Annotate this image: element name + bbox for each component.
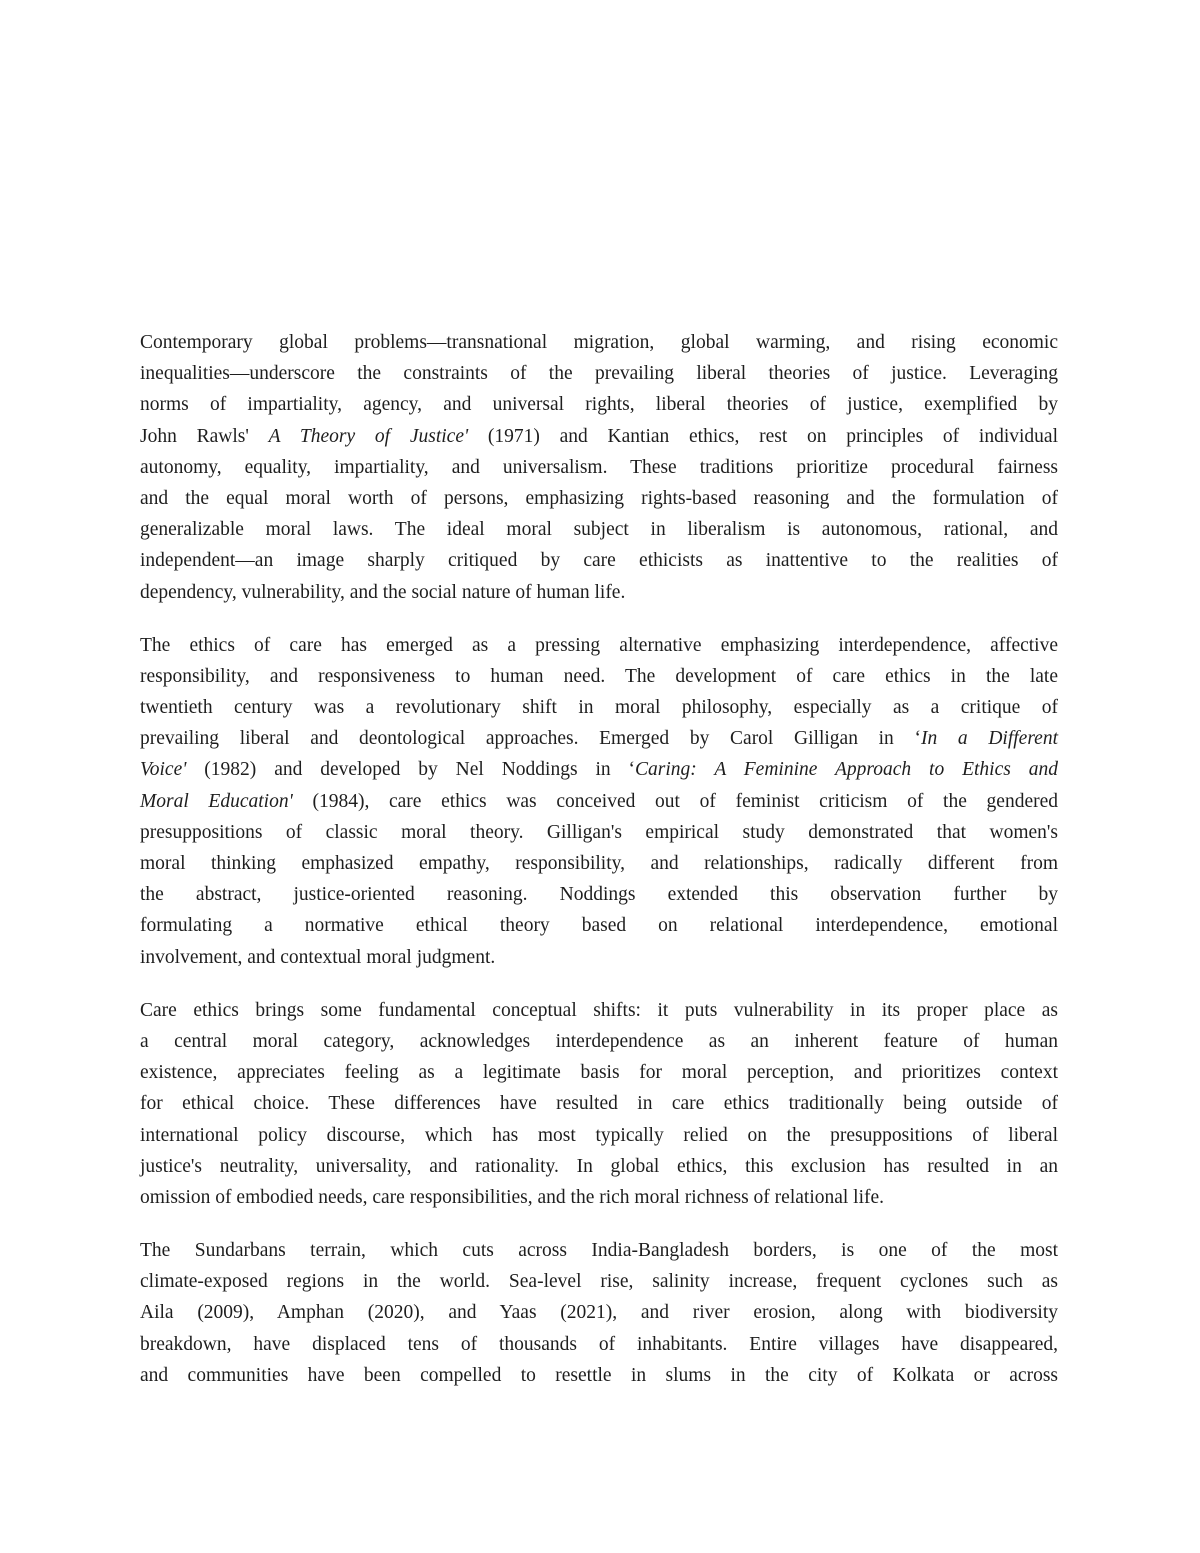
body-text: responsibility, and responsiveness to human need. The development of care ethics in the late (140, 665, 1058, 687)
body-text: John Rawls' (140, 425, 269, 447)
body-text: The ethics of care has emerged as a pressing alternative emphasizing interdependence, affective (140, 634, 1058, 656)
text-line (140, 630, 1058, 661)
text-line (140, 995, 1058, 1026)
body-text: moral thinking emphasized empathy, responsibility, and relationships, radically different from (140, 853, 1058, 874)
body-text: involvement, and contextual moral judgment. (140, 946, 496, 968)
text-line (140, 1057, 1058, 1088)
paragraph (140, 327, 1058, 608)
body-text: and communities have been compelled to resettle in slums in the city of Kolkata or across (140, 1364, 1058, 1386)
body-text: The Sundarbans terrain, which cuts across India-Bangladesh borders, is one of the most (140, 1240, 1058, 1262)
body-text: twentieth century was a revolutionary shift in moral philosophy, especially as a critique of (140, 697, 1058, 719)
italic-title-text: Caring: A Feminine Approach to Ethics and (635, 759, 1058, 781)
body-text: a central moral category, acknowledges interdependence as an inherent feature of human (140, 1030, 1058, 1052)
text-line (140, 1266, 1058, 1297)
text-line (140, 483, 1058, 514)
body-text: (1984), care ethics was conceived out of feminist criticism of the gendered (292, 790, 1058, 812)
body-text: existence, appreciates feeling as a legitimate basis for moral perception, and prioritizes context (140, 1062, 1058, 1084)
body-text: Contemporary global problems—transnational migration, global warming, and rising economic (140, 332, 1058, 353)
body-text: norms of impartiality, agency, and universal rights, liberal theories of justice, exemplified by (140, 394, 1058, 416)
body-text: omission of embodied needs, care responsibilities, and the rich moral richness of relational life. (140, 1186, 885, 1208)
text-line (140, 1360, 1058, 1391)
text-line (140, 421, 1058, 452)
text-line (140, 661, 1058, 692)
paragraph (140, 630, 1058, 973)
text-line (140, 692, 1058, 723)
body-text: dependency, vulnerability, and the social nature of human life. (140, 581, 626, 603)
body-text: presuppositions of classic moral theory. Gilligan's empirical study demonstrated that women's (140, 821, 1058, 843)
body-text: international policy discourse, which has most typically relied on the presuppositions of liberal (140, 1124, 1058, 1146)
text-line (140, 817, 1058, 848)
text-line (140, 358, 1058, 389)
text-line (140, 389, 1058, 420)
text-line (140, 942, 1058, 973)
body-text: prevailing liberal and deontological approaches. Emerged by Carol Gilligan in ‘ (140, 728, 921, 750)
body-text: generalizable moral laws. The ideal moral subject in liberalism is autonomous, rational, and (140, 519, 1058, 541)
text-line (140, 545, 1058, 576)
italic-title-text: A Theory of Justice' (268, 425, 469, 447)
body-text: (1971) and Kantian ethics, rest on principles of individual (468, 425, 1058, 447)
text-line (140, 786, 1058, 817)
text-line (140, 1297, 1058, 1328)
body-text: Aila (2009), Amphan (2020), and Yaas (2021), and river erosion, along with biodiversity (140, 1302, 1058, 1324)
body-text: for ethical choice. These differences have resulted in care ethics traditionally being outside of (140, 1093, 1058, 1115)
body-text: inequalities—underscore the constraints of the prevailing liberal theories of justice. Leveraging (140, 363, 1058, 385)
text-line (140, 848, 1058, 879)
text-line (140, 577, 1058, 608)
text-line (140, 1151, 1058, 1182)
body-text: climate-exposed regions in the world. Sea-level rise, salinity increase, frequent cyclones such as (140, 1271, 1058, 1293)
italic-title-text: In a Different (920, 728, 1059, 750)
paragraph (140, 995, 1058, 1213)
body-text: and the equal moral worth of persons, emphasizing rights-based reasoning and the formulation of (140, 487, 1058, 509)
text-line (140, 514, 1058, 545)
body-text: justice's neutrality, universality, and rationality. In global ethics, this exclusion has resulted in an (140, 1155, 1058, 1177)
body-text: autonomy, equality, impartiality, and universalism. These traditions prioritize procedural fairness (140, 456, 1058, 478)
body-text: the abstract, justice-oriented reasoning. Noddings extended this observation further by (140, 884, 1058, 906)
text-line (140, 1120, 1058, 1151)
text-line (140, 754, 1058, 785)
body-text: (1982) and developed by Nel Noddings in ‘ (186, 759, 636, 781)
text-line (140, 910, 1058, 941)
text-line (140, 1088, 1058, 1119)
text-line (140, 327, 1058, 358)
text-line (140, 1182, 1058, 1213)
body-text: independent—an image sharply critiqued by care ethicists as inattentive to the realities of (140, 550, 1058, 572)
body-text: Care ethics brings some fundamental conceptual shifts: it puts vulnerability in its proper place as (140, 999, 1058, 1021)
text-line (140, 452, 1058, 483)
body-text: breakdown, have displaced tens of thousands of inhabitants. Entire villages have disappeared, (140, 1333, 1058, 1355)
italic-title-text: Moral Education' (140, 790, 293, 812)
italic-title-text: Voice' (140, 759, 187, 781)
text-line (140, 1026, 1058, 1057)
body-text: formulating a normative ethical theory based on relational interdependence, emotional (140, 915, 1058, 937)
text-line (140, 879, 1058, 910)
text-line (140, 1235, 1058, 1266)
paragraph (140, 1235, 1058, 1391)
document-page (140, 327, 1058, 1413)
text-line (140, 1329, 1058, 1360)
text-line (140, 723, 1058, 754)
